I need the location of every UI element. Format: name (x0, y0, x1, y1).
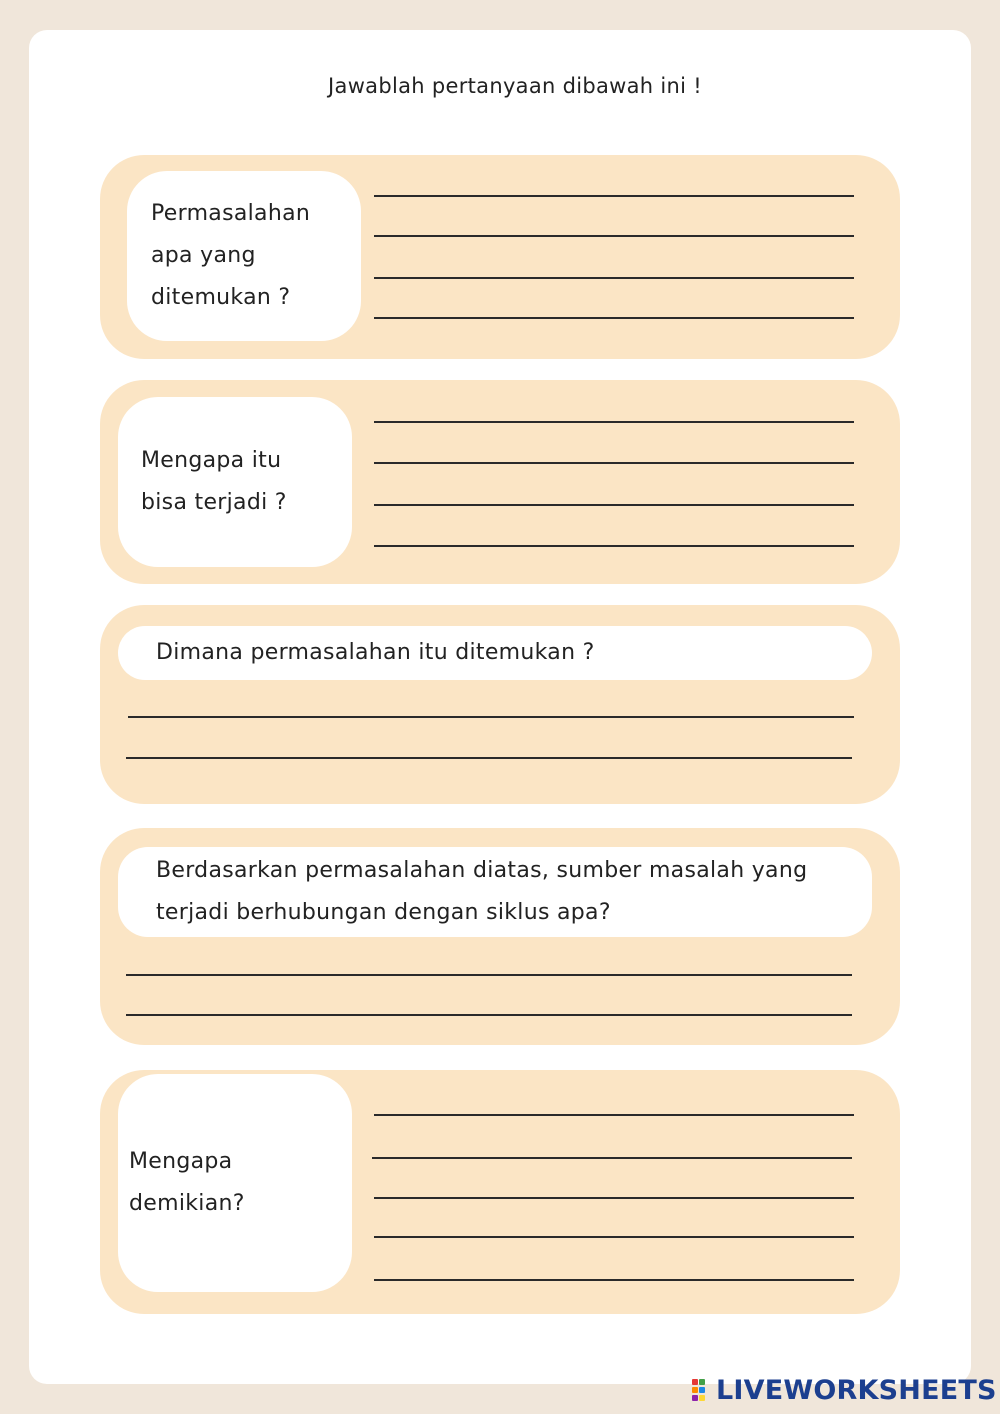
question-3-line-1: Dimana permasalahan itu ditemukan ? (156, 640, 595, 665)
answer-line[interactable] (128, 716, 854, 718)
answer-line[interactable] (374, 1114, 854, 1116)
answer-line[interactable] (372, 1157, 852, 1159)
liveworksheets-logo[interactable] (692, 1374, 997, 1406)
answer-line[interactable] (374, 317, 854, 319)
question-1-line-1: Permasalahan (151, 201, 311, 226)
question-box-2 (118, 397, 352, 567)
answer-line[interactable] (374, 545, 854, 547)
answer-line[interactable] (126, 1014, 852, 1016)
answer-line[interactable] (126, 757, 852, 759)
question-1-line-3: ditemukan ? (151, 285, 291, 310)
answer-line[interactable] (374, 235, 854, 237)
question-card-5 (100, 1070, 900, 1314)
question-5-line-1: Mengapa (129, 1149, 233, 1174)
question-2-line-2: bisa terjadi ? (141, 490, 287, 515)
question-4-line-1: Berdasarkan permasalahan diatas, sumber masalah yang (156, 858, 808, 883)
answer-line[interactable] (126, 974, 852, 976)
question-box-3 (118, 626, 872, 680)
question-5-line-2: demikian? (129, 1191, 245, 1216)
question-box-4 (118, 847, 872, 937)
question-card-4 (100, 828, 900, 1045)
question-card-2 (100, 380, 900, 584)
question-box-5 (118, 1074, 352, 1292)
question-card-1 (100, 155, 900, 359)
brand-name: LIVEWORKSHEETS (716, 1374, 997, 1406)
answer-line[interactable] (374, 1236, 854, 1238)
question-4-line-2: terjadi berhubungan dengan siklus apa? (156, 900, 611, 925)
question-1-line-2: apa yang (151, 243, 256, 268)
answer-line[interactable] (374, 1197, 854, 1199)
answer-line[interactable] (374, 277, 854, 279)
question-card-3 (100, 605, 900, 804)
question-box-1 (127, 171, 361, 341)
instruction-heading: Jawablah pertanyaan dibawah ini ! (328, 74, 702, 98)
answer-line[interactable] (374, 462, 854, 464)
question-2-line-1: Mengapa itu (141, 448, 282, 473)
answer-line[interactable] (374, 1279, 854, 1281)
answer-line[interactable] (374, 195, 854, 197)
answer-line[interactable] (374, 421, 854, 423)
liveworksheets-logo-icon (692, 1377, 714, 1403)
answer-line[interactable] (374, 504, 854, 506)
